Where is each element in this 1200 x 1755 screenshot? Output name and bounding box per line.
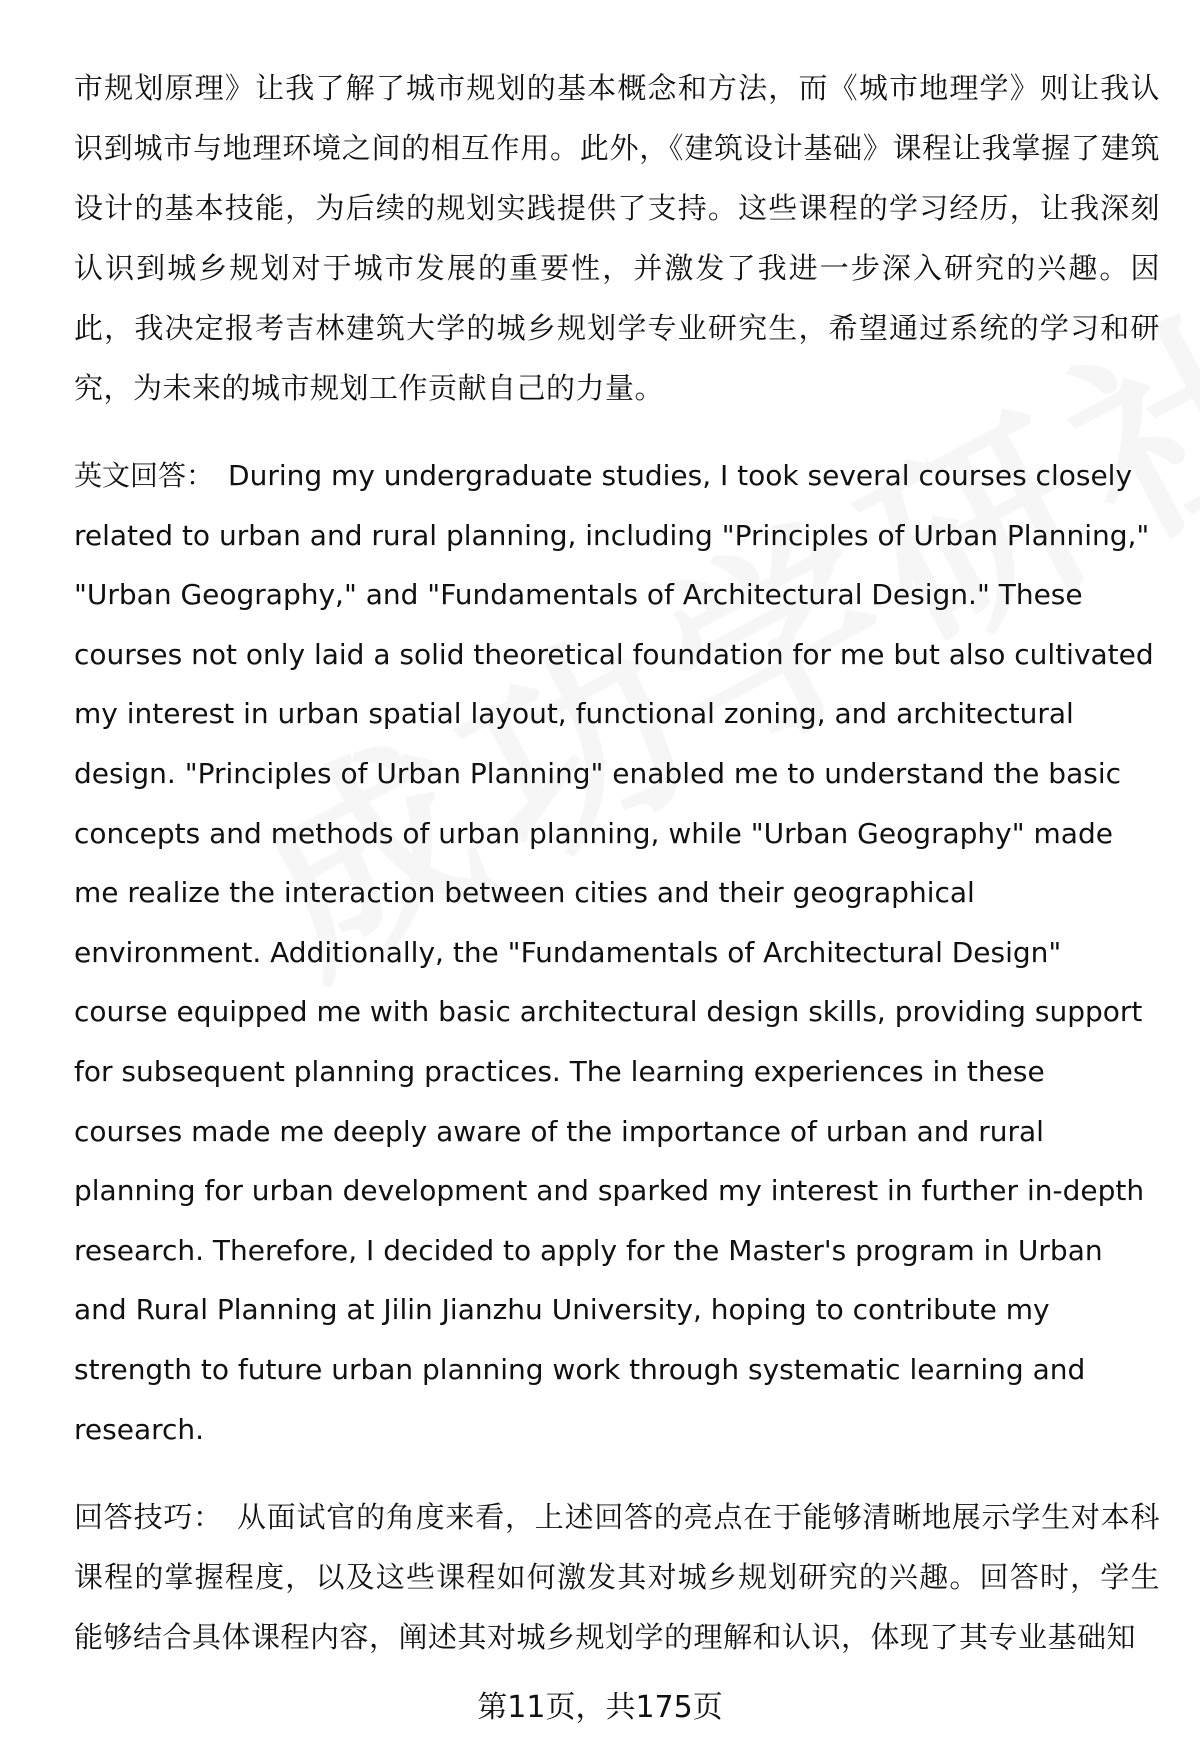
document-body	[74, 58, 1160, 1695]
english-answer-label: 英文回答：	[74, 459, 215, 492]
paragraph-chinese-continued: 市规划原理》让我了解了城市规划的基本概念和方法，而《城市地理学》则让我认识到城市与地理环境之间的相互作用。此外，《建筑设计基础》课程让我掌握了建筑设计的基本技能，为后续的规划实践提供了支持。这些课程的学习经历，让我深刻认识到城乡规划对于城市发展的重要性，并激发了我进一步深入研究的兴趣。因此，我决定报考吉林建筑大学的城乡规划学专业研究生，希望通过系统的学习和研究，为未来的城市规划工作贡献自己的力量。	[74, 71, 1160, 405]
english-answer-text: During my undergraduate studies, I took several courses closely related to urban and rural planning, including "Principles of Urban Planning," "Urban Geography," and "Fundamentals of Architectural Design." These courses not only laid a solid theoretical foundation for me but also cultivated my interest in urban spatial layout, functional zoning, and architectural design. "Principles of Urban Planning" enabled me to understand the basic concepts and methods of urban planning, while "Urban Geography" made me realize the interaction between cities and their geographical environment. Additionally, the "Fundamentals of Architectural Design" course equipped me with basic architectural design skills, providing support for subsequent planning practices. The learning experiences in these courses made me deeply aware of the importance of urban and rural planning for urban development and sparked my interest in further in-depth research. Therefore, I decided to apply for the Master's program in Urban and Rural Planning at Jilin Jianzhu University, hoping to contribute my strength to future urban planning work through systematic learning and research.	[74, 459, 1154, 1446]
answer-tips-label: 回答技巧：	[74, 1500, 223, 1535]
paragraph-answer-tips	[74, 1487, 1160, 1667]
page-number-footer: 第11页，共175页	[477, 1690, 723, 1725]
paragraph-english-answer	[74, 446, 1160, 1459]
answer-tips-text: 从面试官的角度来看，上述回答的亮点在于能够清晰地展示学生对本科课程的掌握程度，以及这些课程如何激发其对城乡规划研究的兴趣。回答时，学生能够结合具体课程内容，阐述其对城乡规划学的理解和认识，体现了其专业基础知	[74, 1500, 1160, 1655]
